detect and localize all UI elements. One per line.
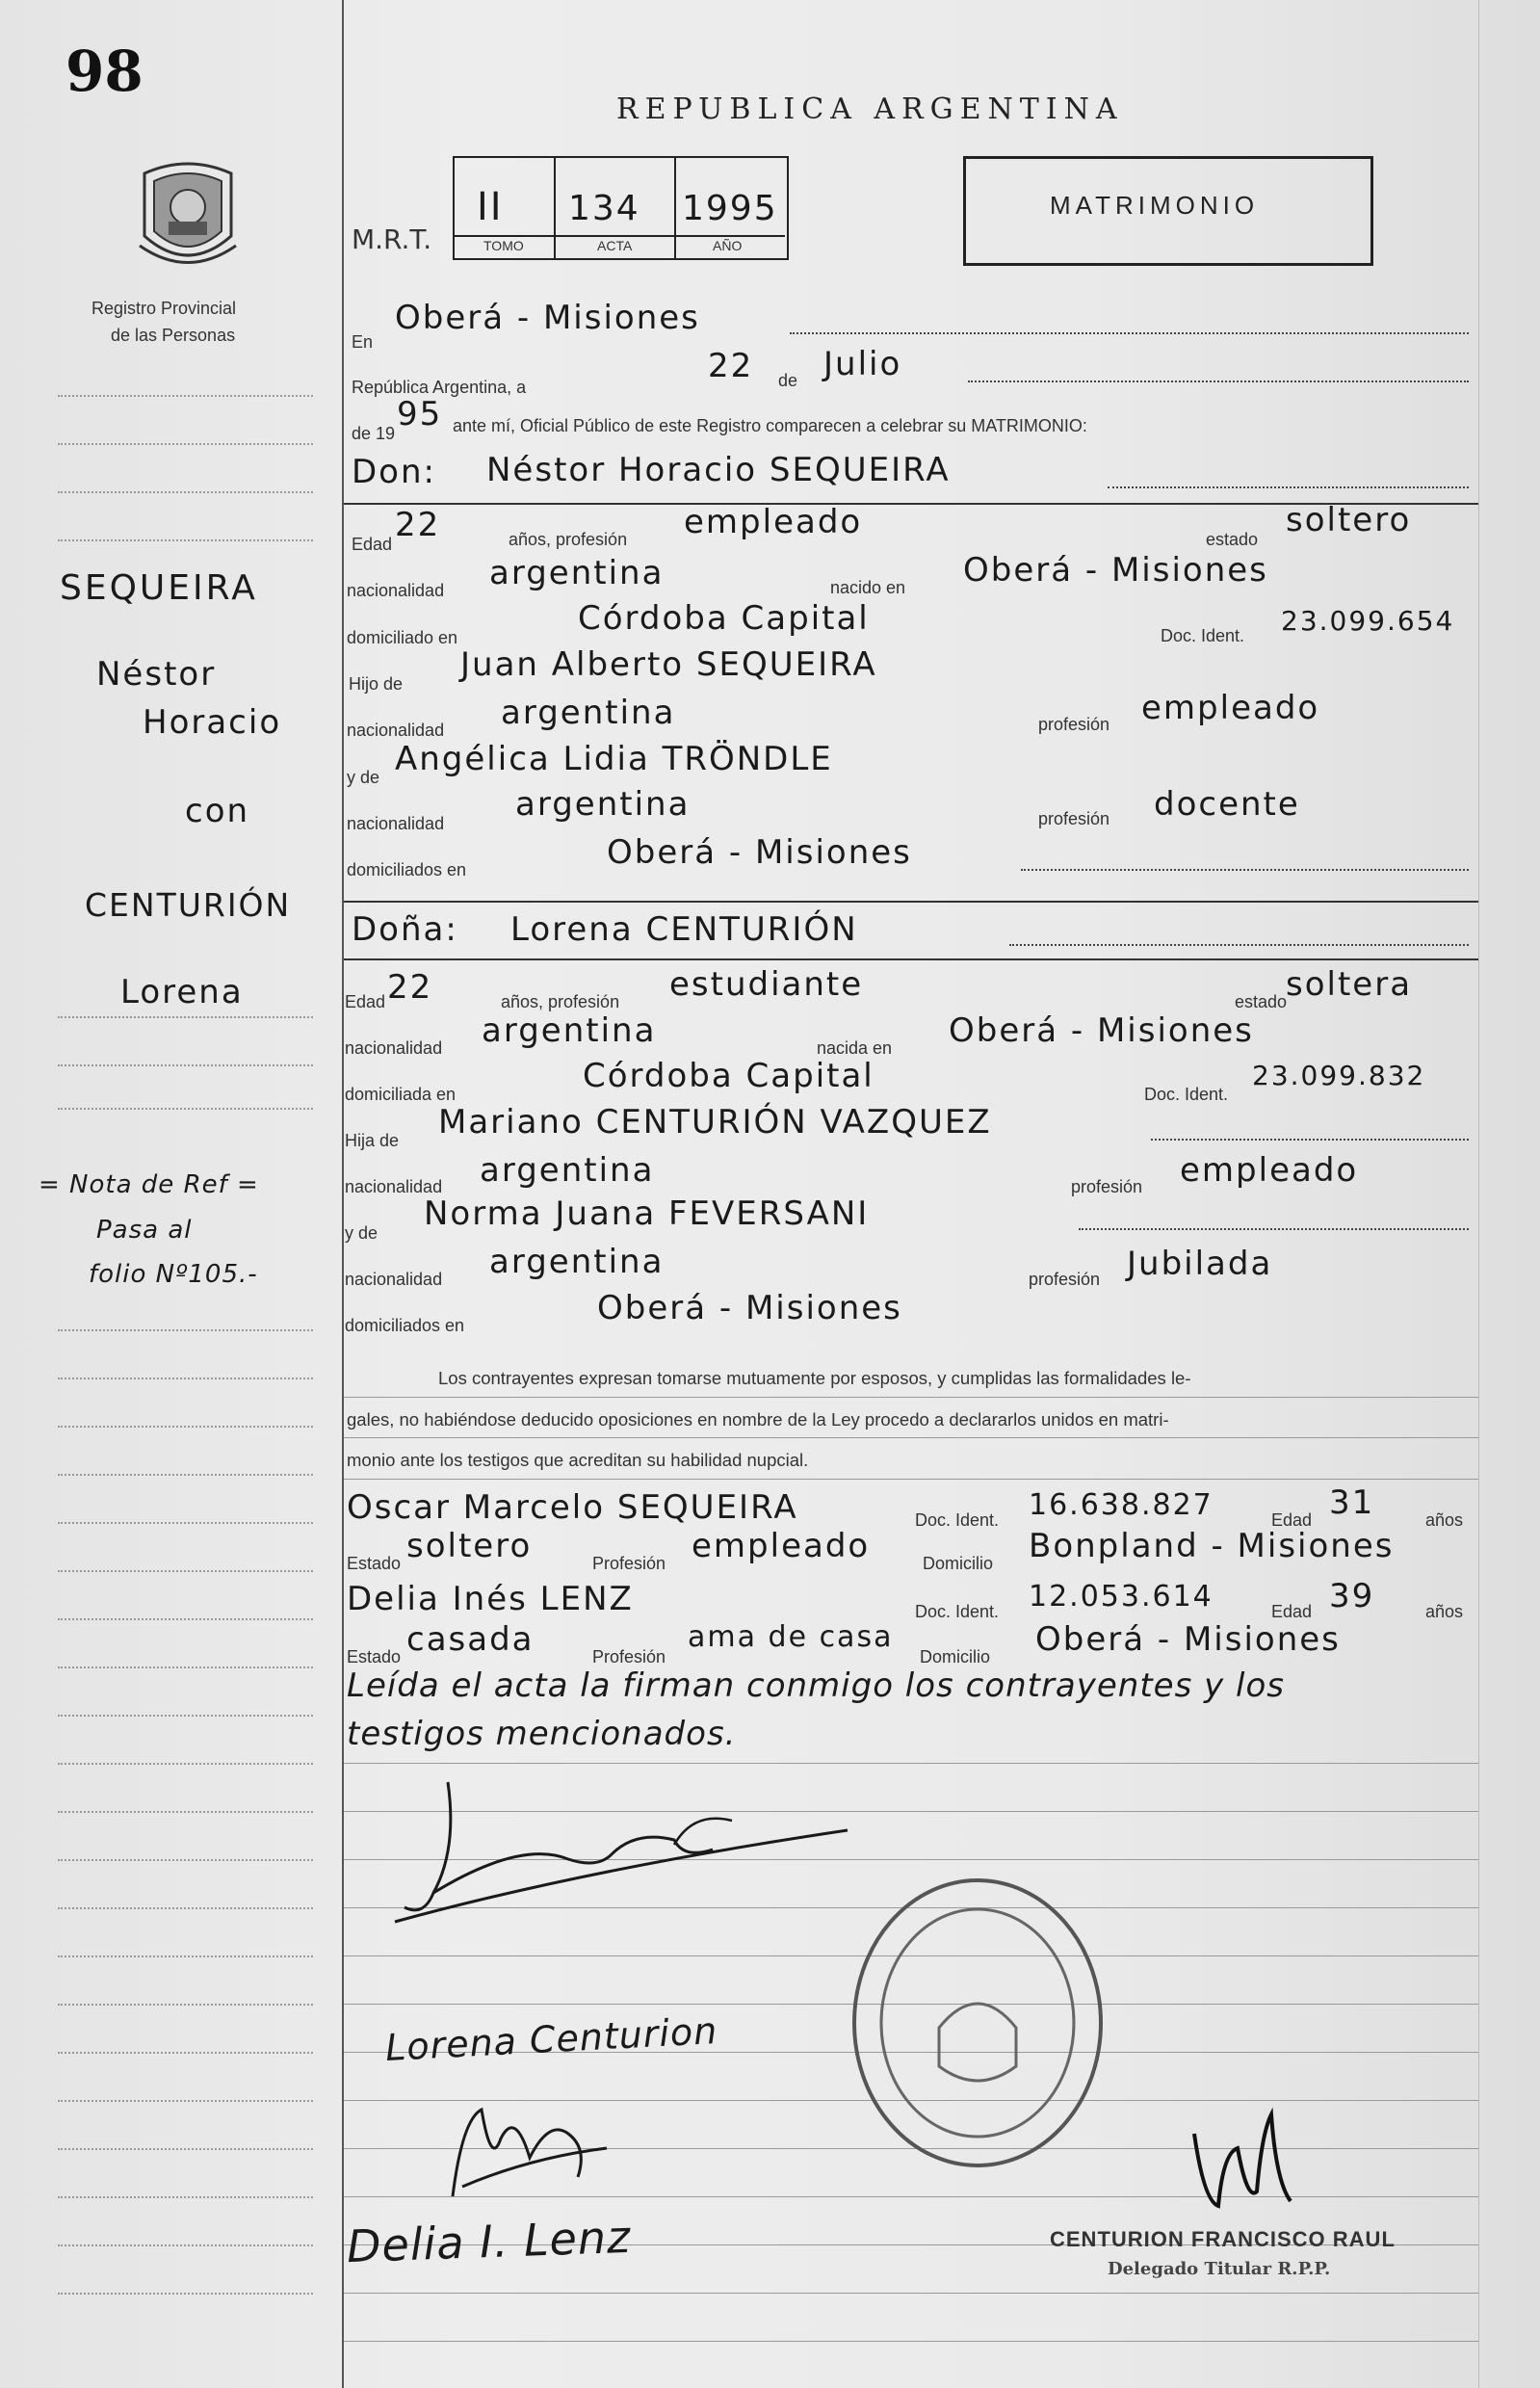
acta-value: 134 xyxy=(568,189,640,228)
groom-doc-label: Doc. Ident. xyxy=(1161,626,1245,645)
margin-line xyxy=(58,1016,313,1018)
margin-line xyxy=(58,1955,313,1957)
intro-text: ante mí, Oficial Público de este Registro comparecen a celebrar su MATRIMONIO: xyxy=(453,416,1087,435)
bride-doc: 23.099.832 xyxy=(1252,1060,1426,1091)
bride-father-prof: empleado xyxy=(1180,1151,1359,1190)
margin-line xyxy=(58,1064,313,1066)
margin-line xyxy=(58,1618,313,1620)
rule xyxy=(1009,944,1469,946)
groom-nacido: Oberá - Misiones xyxy=(963,551,1268,590)
margin-note-3: folio Nº105.- xyxy=(89,1260,258,1289)
witness-1-estado-label: Estado xyxy=(347,1554,402,1573)
bride-estado: soltera xyxy=(1286,965,1413,1004)
groom-father-nac: argentina xyxy=(501,694,676,732)
ano-label: AÑO xyxy=(713,238,743,253)
en-label: En xyxy=(352,332,374,352)
bride-nacida: Oberá - Misiones xyxy=(949,1011,1254,1050)
nac-label: nacionalidad xyxy=(345,1038,443,1058)
intro-month: Julio xyxy=(823,345,902,383)
bride-father: Mariano CENTURIÓN VAZQUEZ xyxy=(438,1103,992,1142)
witness-1-edad-label: Edad xyxy=(1271,1510,1313,1530)
margin-line xyxy=(58,1666,313,1668)
province-emblem-icon xyxy=(135,154,241,279)
bride-nacionalidad: argentina xyxy=(482,1011,657,1050)
registry-line-1: Registro Provincial xyxy=(91,299,237,318)
year-prefix: de 19 xyxy=(352,424,396,443)
bride-padres-dom: Oberá - Misiones xyxy=(597,1289,902,1327)
tomo-value: II xyxy=(477,185,504,229)
margin-line xyxy=(58,2004,313,2006)
witness-2-estado: casada xyxy=(406,1620,535,1659)
nac-label: nacionalidad xyxy=(345,1177,443,1196)
official-title: Delegado Titular R.P.P. xyxy=(1108,2259,1331,2279)
declaration-line-1: Los contrayentes expresan tomarse mutuamente por esposos, y cumplidas las formalidades le- xyxy=(438,1368,1191,1388)
bride-mother-prof: Jubilada xyxy=(1127,1245,1273,1283)
bride-padres-dom-label: domiciliados en xyxy=(345,1316,465,1335)
groom-doc: 23.099.654 xyxy=(1281,605,1455,637)
margin-line xyxy=(58,1570,313,1572)
margin-line xyxy=(58,1907,313,1909)
margin-line xyxy=(58,2196,313,2198)
bride-hija-label: Hija de xyxy=(345,1131,400,1150)
groom-nac-label: nacionalidad xyxy=(347,581,445,600)
margin-rule xyxy=(342,0,344,2388)
witness-2-profesion: ama de casa xyxy=(688,1620,894,1654)
witness-1-doc: 16.638.827 xyxy=(1029,1488,1214,1522)
rule xyxy=(344,1437,1478,1438)
bride-edad-label: Edad xyxy=(345,992,386,1011)
witness-2-signature: Delia I. Lenz xyxy=(346,2210,632,2273)
rule xyxy=(344,2293,1478,2294)
groom-mother: Angélica Lidia TRÖNDLE xyxy=(395,740,833,778)
witness-2-dom-label: Domicilio xyxy=(920,1647,991,1666)
margin-line xyxy=(58,2100,313,2102)
bride-yde-label: y de xyxy=(345,1223,378,1243)
bride-mother-nac: argentina xyxy=(489,1243,665,1281)
groom-estado: soltero xyxy=(1286,501,1412,539)
page-number: 98 xyxy=(65,39,144,104)
mrt-label: M.R.T. xyxy=(352,223,432,255)
bride-name: Lorena CENTURIÓN xyxy=(510,910,858,949)
intro-day: 22 xyxy=(708,347,754,385)
bride-signature: Lorena Centurion xyxy=(384,2008,719,2070)
tomo-label: TOMO xyxy=(483,238,524,253)
witness-2-domicilio: Oberá - Misiones xyxy=(1035,1620,1341,1659)
groom-nacionalidad: argentina xyxy=(489,554,665,592)
groom-father-prof: empleado xyxy=(1141,689,1320,727)
witness-1-domicilio: Bonpland - Misiones xyxy=(1029,1527,1395,1565)
witness-1-profesion: empleado xyxy=(692,1527,871,1565)
margin-surname-1: SEQUEIRA xyxy=(60,568,258,608)
official-signature xyxy=(1165,2095,1300,2220)
ano-value: 1995 xyxy=(682,189,778,228)
bride-mother-prof-label: profesión xyxy=(1029,1270,1101,1289)
margin-note-1: = Nota de Ref = xyxy=(39,1170,259,1199)
margin-line xyxy=(58,2148,313,2150)
country-title: REPUBLICA ARGENTINA xyxy=(616,92,1124,126)
rule xyxy=(790,332,1469,334)
witness-2-name: Delia Inés LENZ xyxy=(347,1580,634,1618)
groom-signature xyxy=(366,1724,867,1946)
rule xyxy=(344,1397,1478,1398)
bride-mother: Norma Juana FEVERSANI xyxy=(424,1194,870,1233)
groom-father: Juan Alberto SEQUEIRA xyxy=(460,645,877,684)
rule xyxy=(968,381,1469,382)
witness-1-edad: 31 xyxy=(1329,1483,1375,1522)
margin-line xyxy=(58,1715,313,1717)
margin-line xyxy=(58,1763,313,1765)
official-stamp-icon xyxy=(848,1874,1108,2172)
nac-label: nacionalidad xyxy=(345,1270,443,1289)
bride-doc-label: Doc. Ident. xyxy=(1144,1085,1229,1104)
witness-1-doc-label: Doc. Ident. xyxy=(915,1510,1000,1530)
margin-line xyxy=(58,1108,313,1110)
groom-mother-prof-label: profesión xyxy=(1038,809,1110,828)
closing-line-1: Leída el acta la firman conmigo los contrayentes y los xyxy=(347,1666,1286,1705)
witness-1-anos-label: años xyxy=(1425,1510,1464,1530)
registry-line-2: de las Personas xyxy=(111,326,236,345)
rule xyxy=(344,2341,1478,2342)
declaration-line-3: monio ante los testigos que acreditan su habilidad nupcial. xyxy=(347,1450,809,1470)
section-rule xyxy=(344,901,1478,903)
bride-edad: 22 xyxy=(387,968,433,1007)
margin-line xyxy=(58,2244,313,2246)
margin-line xyxy=(58,443,313,445)
year-suffix: 95 xyxy=(397,395,443,433)
groom-padres-dom: Oberá - Misiones xyxy=(607,833,912,872)
margin-line xyxy=(58,395,313,397)
groom-yde-label: y de xyxy=(347,768,380,787)
witness-1-estado: soltero xyxy=(406,1527,533,1565)
official-name: CENTURION FRANCISCO RAUL xyxy=(1050,2227,1396,2251)
mrt-divider-2 xyxy=(674,156,676,258)
groom-domicilio: Córdoba Capital xyxy=(578,599,870,638)
rule xyxy=(1079,1228,1469,1230)
margin-line xyxy=(58,1859,313,1861)
witness-2-anos-label: años xyxy=(1425,1602,1464,1621)
intro-de-label: de xyxy=(778,371,798,390)
right-border xyxy=(1478,0,1479,2388)
witness-2-doc-label: Doc. Ident. xyxy=(915,1602,1000,1621)
witness-1-prof-label: Profesión xyxy=(592,1554,666,1573)
mrt-label-rule xyxy=(455,235,785,237)
acta-label: ACTA xyxy=(597,238,633,253)
groom-mother-prof: docente xyxy=(1154,785,1300,824)
closing-line-2: testigos mencionados. xyxy=(347,1715,737,1753)
margin-line xyxy=(58,1329,313,1331)
margin-line xyxy=(58,1378,313,1379)
bride-domicilio: Córdoba Capital xyxy=(583,1057,874,1095)
groom-mother-nac: argentina xyxy=(515,785,691,824)
declaration-line-2: gales, no habiéndose deducido oposiciones en nombre de la Ley procedo a declararlos unidos en matri- xyxy=(347,1409,1169,1430)
rule xyxy=(344,1479,1478,1480)
mrt-divider-1 xyxy=(554,156,556,258)
groom-prof-label: años, profesión xyxy=(509,530,628,549)
margin-given-1a: Néstor xyxy=(96,655,217,694)
bride-father-prof-label: profesión xyxy=(1071,1177,1143,1196)
rule xyxy=(1151,1139,1469,1141)
margin-line xyxy=(58,1522,313,1524)
margin-line xyxy=(58,1474,313,1476)
margin-line xyxy=(58,1811,313,1813)
rule xyxy=(1108,486,1469,488)
margin-given-1b: Horacio xyxy=(143,703,282,742)
bride-estado-label: estado xyxy=(1235,992,1288,1011)
witness-1-name: Oscar Marcelo SEQUEIRA xyxy=(347,1488,798,1527)
rule xyxy=(1021,869,1469,871)
groom-name: Néstor Horacio SEQUEIRA xyxy=(486,451,951,489)
bride-profesion: estudiante xyxy=(669,965,864,1004)
witness-1-signature xyxy=(424,2081,616,2216)
margin-given-2: Lorena xyxy=(120,973,244,1011)
republica-label: República Argentina, a xyxy=(352,378,527,397)
groom-edad: 22 xyxy=(395,506,441,544)
groom-estado-label: estado xyxy=(1206,530,1259,549)
witness-2-edad: 39 xyxy=(1329,1577,1375,1615)
groom-profesion: empleado xyxy=(684,503,863,541)
bride-father-nac: argentina xyxy=(480,1151,655,1190)
bride-dom-label: domiciliada en xyxy=(345,1085,457,1104)
nac-label: nacionalidad xyxy=(347,721,445,740)
witness-1-dom-label: Domicilio xyxy=(923,1554,994,1573)
bride-title: Doña: xyxy=(352,910,458,949)
margin-line xyxy=(58,539,313,541)
groom-father-prof-label: profesión xyxy=(1038,715,1110,734)
section-rule xyxy=(344,958,1478,960)
groom-title: Don: xyxy=(352,453,436,491)
bride-nacida-label: nacida en xyxy=(817,1038,893,1058)
groom-edad-label: Edad xyxy=(352,535,393,554)
witness-2-doc: 12.053.614 xyxy=(1029,1580,1214,1614)
margin-surname-2: CENTURIÓN xyxy=(85,886,292,924)
groom-dom-label: domiciliado en xyxy=(347,628,458,647)
witness-2-prof-label: Profesión xyxy=(592,1647,666,1666)
groom-nacido-label: nacido en xyxy=(830,578,906,597)
witness-2-estado-label: Estado xyxy=(347,1647,402,1666)
witness-2-edad-label: Edad xyxy=(1271,1602,1313,1621)
margin-connector: con xyxy=(185,792,250,830)
margin-line xyxy=(58,2293,313,2295)
margin-line xyxy=(58,2052,313,2054)
margin-line xyxy=(58,491,313,493)
margin-line xyxy=(58,1426,313,1428)
groom-hijo-label: Hijo de xyxy=(349,674,404,694)
margin-note-2: Pasa al xyxy=(96,1216,193,1245)
intro-place: Oberá - Misiones xyxy=(395,299,700,337)
act-type-label: MATRIMONIO xyxy=(1050,191,1260,220)
bride-prof-label: años, profesión xyxy=(501,992,620,1011)
nac-label: nacionalidad xyxy=(347,814,445,833)
groom-padres-dom-label: domiciliados en xyxy=(347,860,467,879)
